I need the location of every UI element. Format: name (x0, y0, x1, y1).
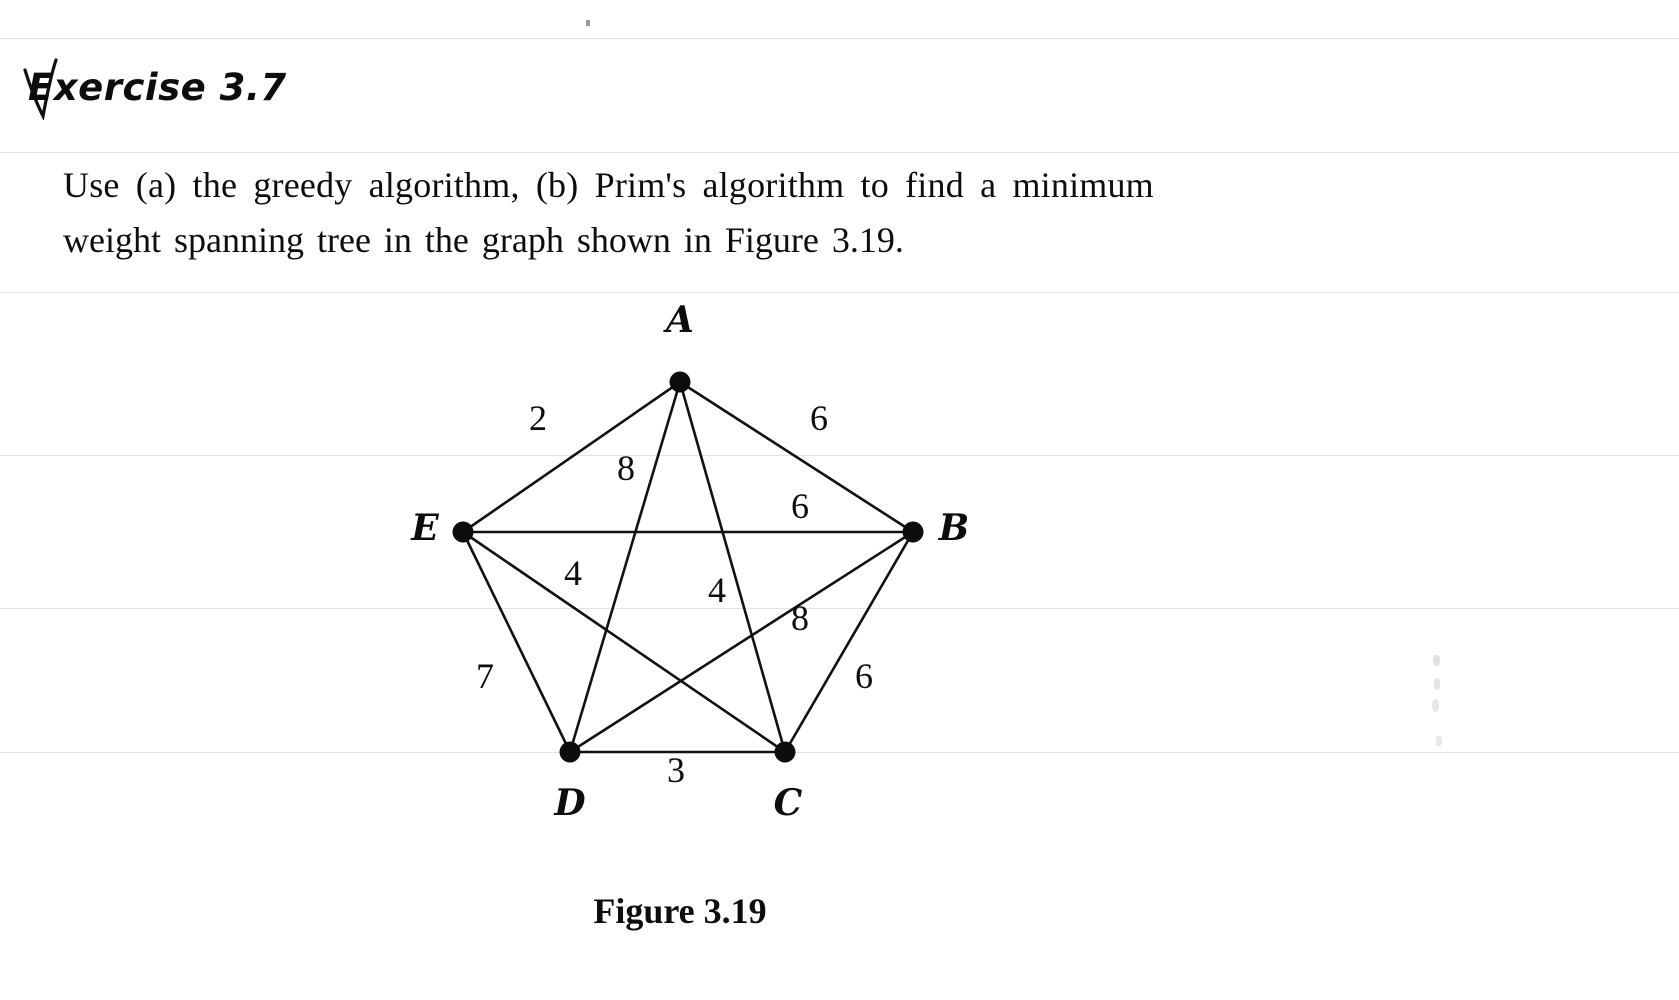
stray-mark (586, 20, 590, 26)
graph-edge-a-e (463, 382, 680, 532)
graph-edge-weights (476, 398, 873, 790)
graph-vertex-labels (410, 299, 969, 824)
edge-weight-a-c: 4 (708, 570, 726, 610)
graph-edge-e-c (463, 532, 785, 752)
vertex-label-c: C (773, 782, 803, 824)
margin-smudge (1432, 699, 1439, 712)
page-title: Exercise 3.7 (28, 66, 287, 109)
margin-smudge (1434, 678, 1440, 690)
graph-vertex-b (903, 522, 924, 543)
graph-vertex-c (775, 742, 796, 763)
problem-statement (63, 158, 1423, 267)
page-rule (0, 152, 1679, 153)
figure-3-19 (330, 290, 1030, 970)
edge-weight-b-d: 8 (791, 598, 809, 638)
edge-weight-e-c: 4 (564, 553, 582, 593)
graph-edge-e-d (463, 532, 570, 752)
edge-weight-a-d: 8 (617, 448, 635, 488)
margin-smudge (1436, 736, 1442, 746)
figure-caption: Figure 3.19 (593, 891, 767, 931)
vertex-label-a: A (666, 299, 694, 341)
edge-weight-d-c: 3 (667, 750, 685, 790)
graph-vertex-e (453, 522, 474, 543)
graph-vertices (453, 372, 924, 763)
edge-weight-e-d: 7 (476, 656, 494, 696)
vertex-label-e: E (411, 507, 439, 549)
graph-vertex-d (560, 742, 581, 763)
edge-weight-b-c: 6 (855, 656, 873, 696)
page-rule (0, 38, 1679, 39)
vertex-label-b: B (938, 507, 970, 549)
vertex-label-d: D (554, 782, 586, 824)
graph-edge-b-c (785, 532, 913, 752)
graph-vertex-a (670, 372, 691, 393)
edge-weight-a-b: 6 (810, 398, 828, 438)
edge-weight-a-e: 2 (529, 398, 547, 438)
edge-weight-e-b: 6 (791, 486, 809, 526)
problem-line-1: Use (a) the greedy algorithm, (b) Prim's algorithm to find a minimum (63, 165, 1154, 205)
graph-edge-a-c (680, 382, 785, 752)
graph-edge-a-d (570, 382, 680, 752)
margin-smudge (1433, 655, 1440, 666)
graph-diagram (330, 290, 1030, 870)
graph-edge-b-d (570, 532, 913, 752)
problem-line-2: weight spanning tree in the graph shown in Figure 3.19. (63, 219, 904, 260)
